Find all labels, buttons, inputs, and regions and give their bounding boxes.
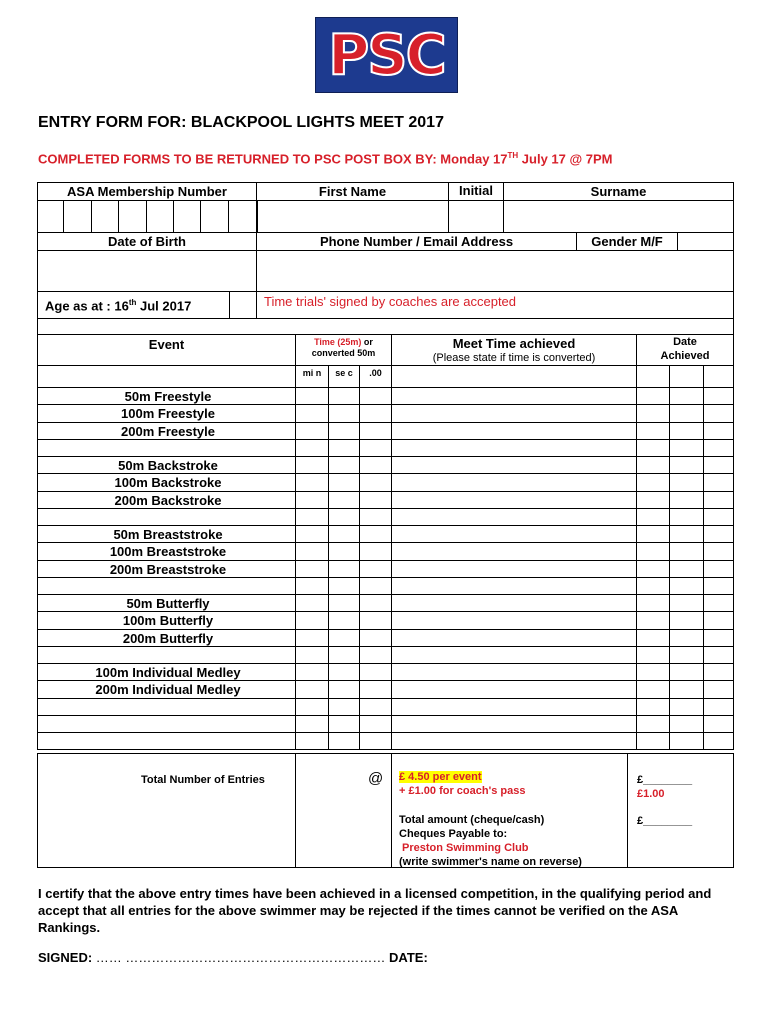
date-day-cell[interactable] (636, 577, 670, 595)
date-month-cell[interactable] (669, 422, 704, 440)
date-label: DATE: (385, 950, 428, 965)
totals-label-cell (37, 753, 296, 868)
hund-cell[interactable] (359, 456, 392, 474)
date-month-cell[interactable] (669, 491, 704, 509)
initial-label: Initial (459, 183, 493, 198)
date-year-cell[interactable] (703, 715, 734, 733)
min-cell[interactable] (295, 491, 329, 509)
hund-cell[interactable] (359, 663, 392, 681)
dob-label: Date of Birth (108, 234, 186, 249)
min-cell[interactable] (295, 439, 329, 457)
date-day-cell[interactable] (636, 646, 670, 664)
date-month-cell[interactable] (669, 594, 704, 612)
date-year-cell[interactable] (703, 646, 734, 664)
meet-time-note: (Please state if time is converted) (432, 352, 596, 364)
sec-cell[interactable] (328, 439, 360, 457)
date-month-cell[interactable] (669, 542, 704, 560)
min-cell[interactable] (295, 387, 329, 405)
date-year-cell[interactable] (703, 439, 734, 457)
logo-text: PSC (328, 23, 445, 88)
payment-block (399, 813, 582, 869)
surname-label-cell (503, 182, 734, 201)
deadline-suffix: July 17 @ 7PM (518, 151, 613, 167)
meet-time-cell[interactable] (391, 715, 637, 733)
meet-time-cell[interactable] (391, 542, 637, 560)
date-day-cell[interactable] (636, 491, 670, 509)
date-header: Date Achieved (660, 336, 710, 362)
hund-cell[interactable] (359, 560, 392, 578)
sec-cell[interactable] (328, 542, 360, 560)
time-header-red: Time (25m) (314, 337, 362, 347)
sec-cell[interactable] (328, 611, 360, 629)
date-year-cell[interactable] (703, 577, 734, 595)
event-row-label (37, 422, 296, 440)
sec-cell[interactable] (328, 473, 360, 491)
date-year-cell[interactable] (703, 732, 734, 750)
date-day-cell[interactable] (636, 508, 670, 526)
date-subheader-y (703, 365, 734, 388)
amount-blank-1: £________ (637, 774, 693, 786)
meet-time-cell[interactable] (391, 387, 637, 405)
min-cell[interactable] (295, 732, 329, 750)
min-cell[interactable] (295, 594, 329, 612)
date-month-cell[interactable] (669, 404, 704, 422)
date-day-cell[interactable] (636, 542, 670, 560)
date-month-cell[interactable] (669, 611, 704, 629)
event-name: 100m Freestyle (121, 406, 215, 422)
meet-time-cell[interactable] (391, 629, 637, 647)
hund-cell[interactable] (359, 646, 392, 664)
meet-time-cell[interactable] (391, 491, 637, 509)
asa-label: ASA Membership Number (67, 184, 227, 199)
date-day-cell[interactable] (636, 456, 670, 474)
event-name: 100m Backstroke (114, 475, 222, 491)
age-sup: th (128, 298, 137, 307)
date-year-cell[interactable] (703, 680, 734, 698)
event-row-label (37, 473, 296, 491)
event-name: 100m Individual Medley (95, 665, 241, 681)
date-month-cell[interactable] (669, 663, 704, 681)
asa-digit-box[interactable] (91, 200, 119, 233)
signature-dots: …… …………………………………………………… (92, 950, 386, 965)
event-row-label (37, 680, 296, 698)
date-month-cell[interactable] (669, 732, 704, 750)
date-day-cell[interactable] (636, 387, 670, 405)
date-year-cell[interactable] (703, 404, 734, 422)
event-name-cell (37, 508, 296, 526)
date-year-cell[interactable] (703, 663, 734, 681)
event-row-label (37, 491, 296, 509)
asa-digit-box[interactable] (118, 200, 147, 233)
date-day-cell[interactable] (636, 422, 670, 440)
sec-cell[interactable] (328, 525, 360, 543)
date-month-cell[interactable] (669, 473, 704, 491)
date-month-cell[interactable] (669, 715, 704, 733)
sec-cell[interactable] (328, 732, 360, 750)
date-month-cell[interactable] (669, 560, 704, 578)
hund-cell[interactable] (359, 611, 392, 629)
age-prefix: Age as at : 16 (45, 298, 129, 314)
date-day-cell[interactable] (636, 680, 670, 698)
date-day-cell[interactable] (636, 439, 670, 457)
asa-digit-box[interactable] (200, 200, 229, 233)
date-month-cell[interactable] (669, 387, 704, 405)
gender-label-cell (576, 232, 678, 251)
at-symbol: @ (368, 770, 384, 787)
event-row-label (37, 525, 296, 543)
min-cell[interactable] (295, 422, 329, 440)
surname-field[interactable] (503, 200, 734, 233)
price-per-event: £ 4.50 per event (399, 771, 482, 783)
event-row-label (37, 387, 296, 405)
hund-cell[interactable] (359, 577, 392, 595)
amount-block (637, 773, 692, 801)
event-name: 200m Breaststroke (109, 561, 227, 577)
event-name: 50m Butterfly (126, 596, 210, 612)
payee-name: Preston Swimming Club (402, 842, 529, 854)
initial-field[interactable] (448, 200, 504, 233)
hund-label-cell (359, 365, 392, 388)
contact-label-cell (256, 232, 577, 251)
meet-time-cell[interactable] (391, 577, 637, 595)
event-row-label (37, 594, 296, 612)
event-name-cell (37, 715, 296, 733)
deadline-sup: TH (507, 151, 519, 160)
meet-time-cell[interactable] (391, 698, 637, 716)
gender-label: Gender M/F (591, 234, 663, 249)
first-name-field[interactable] (256, 200, 449, 233)
sec-cell[interactable] (328, 680, 360, 698)
gender-spacer (677, 232, 734, 251)
sec-cell[interactable] (328, 404, 360, 422)
event-name: 100m Butterfly (122, 613, 214, 629)
psc-logo (315, 17, 458, 93)
date-day-cell[interactable] (636, 404, 670, 422)
first-name-label-cell (256, 182, 449, 201)
date-subheader-d (636, 365, 670, 388)
deadline-notice (38, 151, 613, 166)
date-year-cell[interactable] (703, 629, 734, 647)
min-cell[interactable] (295, 715, 329, 733)
meet-time-cell[interactable] (391, 646, 637, 664)
reverse-note: (write swimmer's name on reverse) (399, 856, 582, 868)
event-subheader-cell (37, 365, 296, 388)
date-month-cell[interactable] (669, 508, 704, 526)
meet-time-cell[interactable] (391, 404, 637, 422)
hund-cell[interactable] (359, 680, 392, 698)
event-name-cell (37, 732, 296, 750)
meet-time-header: Meet Time achieved (452, 336, 576, 351)
date-year-cell[interactable] (703, 387, 734, 405)
event-row-label (37, 611, 296, 629)
sec-cell[interactable] (328, 663, 360, 681)
coach-fee: £1.00 (637, 788, 665, 800)
first-name-label: First Name (318, 184, 387, 199)
time-header-cell (295, 334, 392, 366)
hund-cell[interactable] (359, 715, 392, 733)
date-month-cell[interactable] (669, 646, 704, 664)
meet-time-cell[interactable] (391, 611, 637, 629)
sec-cell[interactable] (328, 387, 360, 405)
date-month-cell[interactable] (669, 456, 704, 474)
hund-cell[interactable] (359, 525, 392, 543)
meet-time-cell[interactable] (391, 663, 637, 681)
min-cell[interactable] (295, 680, 329, 698)
totals-label: Total Number of Entries (141, 774, 265, 786)
coach-pass: + £1.00 for coach's pass (399, 785, 526, 797)
min-cell[interactable] (295, 646, 329, 664)
date-day-cell[interactable] (636, 560, 670, 578)
event-header: Event (148, 337, 185, 352)
date-day-cell[interactable] (636, 594, 670, 612)
date-month-cell[interactable] (669, 629, 704, 647)
age-field[interactable] (229, 291, 257, 319)
date-month-cell[interactable] (669, 439, 704, 457)
date-year-cell[interactable] (703, 594, 734, 612)
time-trials-note: Time trials' signed by coaches are accepted (264, 294, 517, 309)
asa-digit-box[interactable] (146, 200, 174, 233)
contact-label: Phone Number / Email Address (319, 234, 514, 249)
date-year-cell[interactable] (703, 456, 734, 474)
contact-field[interactable] (256, 250, 734, 292)
event-header-cell (37, 334, 296, 366)
total-amount-label: Total amount (cheque/cash) (399, 814, 545, 826)
date-day-cell[interactable] (636, 629, 670, 647)
event-row-label (37, 456, 296, 474)
deadline-prefix: COMPLETED FORMS TO BE RETURNED TO PSC POST BOX BY: Monday 17 (38, 151, 508, 167)
price-block (399, 770, 525, 798)
min-label-cell (295, 365, 329, 388)
date-year-cell[interactable] (703, 525, 734, 543)
date-month-cell[interactable] (669, 525, 704, 543)
meet-time-cell[interactable] (391, 732, 637, 750)
hund-cell[interactable] (359, 508, 392, 526)
event-name-cell (37, 698, 296, 716)
min-cell[interactable] (295, 456, 329, 474)
initial-label-cell (448, 182, 504, 201)
event-row-label (37, 629, 296, 647)
asa-digit-box[interactable] (173, 200, 201, 233)
event-name: 200m Butterfly (122, 630, 214, 646)
min-cell[interactable] (295, 698, 329, 716)
hund-cell[interactable] (359, 629, 392, 647)
event-name: 200m Freestyle (121, 423, 215, 439)
hund-cell[interactable] (359, 594, 392, 612)
age-suffix: Jul 2017 (136, 298, 192, 314)
event-name-cell (37, 577, 296, 595)
asa-label-cell (37, 182, 257, 201)
hund-cell[interactable] (359, 732, 392, 750)
time-header-rest: or converted 50m (311, 337, 376, 358)
dob-label-cell (37, 232, 257, 251)
cheques-payable-label: Cheques Payable to: (399, 828, 508, 840)
date-month-cell[interactable] (669, 577, 704, 595)
min-cell[interactable] (295, 404, 329, 422)
sec-cell[interactable] (328, 456, 360, 474)
date-month-cell[interactable] (669, 680, 704, 698)
event-name-cell (37, 439, 296, 457)
sec-cell[interactable] (328, 560, 360, 578)
signed-label: SIGNED: (38, 950, 93, 965)
min-cell[interactable] (295, 663, 329, 681)
meet-time-cell[interactable] (391, 422, 637, 440)
date-year-cell[interactable] (703, 473, 734, 491)
dob-field[interactable] (37, 250, 257, 292)
surname-label: Surname (590, 184, 647, 199)
meet-time-cell[interactable] (391, 508, 637, 526)
asa-digit-box[interactable] (228, 200, 258, 233)
sec-cell[interactable] (328, 698, 360, 716)
sec-cell[interactable] (328, 577, 360, 595)
date-day-cell[interactable] (636, 663, 670, 681)
sec-label-cell (328, 365, 360, 388)
hund-label: .00 (369, 368, 382, 378)
event-row-label (37, 542, 296, 560)
date-subheader-m (669, 365, 704, 388)
min-cell[interactable] (295, 611, 329, 629)
date-year-cell[interactable] (703, 491, 734, 509)
min-cell[interactable] (295, 577, 329, 595)
date-day-cell[interactable] (636, 698, 670, 716)
min-cell[interactable] (295, 525, 329, 543)
sec-label: se c (335, 368, 353, 378)
date-month-cell[interactable] (669, 698, 704, 716)
min-cell[interactable] (295, 560, 329, 578)
date-year-cell[interactable] (703, 698, 734, 716)
sec-cell[interactable] (328, 491, 360, 509)
hund-cell[interactable] (359, 404, 392, 422)
hund-cell[interactable] (359, 698, 392, 716)
hund-cell[interactable] (359, 422, 392, 440)
date-day-cell[interactable] (636, 473, 670, 491)
min-cell[interactable] (295, 508, 329, 526)
event-row-label (37, 663, 296, 681)
asa-digit-box[interactable] (63, 200, 92, 233)
event-name: 50m Backstroke (118, 458, 218, 474)
meet-subheader-cell (391, 365, 637, 388)
meet-time-cell[interactable] (391, 439, 637, 457)
event-name: 200m Backstroke (114, 492, 222, 508)
sec-cell[interactable] (328, 508, 360, 526)
hund-cell[interactable] (359, 542, 392, 560)
certification-text: I certify that the above entry times have been achieved in a licensed competition, in the qualifying period and accept that all entries for the above swimmer may be rejected if the times cannot be verified on the ASA Rankings. (38, 886, 712, 935)
event-name: 50m Freestyle (124, 389, 212, 404)
date-year-cell[interactable] (703, 542, 734, 560)
hund-cell[interactable] (359, 439, 392, 457)
signature-line (38, 950, 428, 965)
event-name: 50m Breaststroke (113, 527, 223, 543)
min-cell[interactable] (295, 473, 329, 491)
meet-time-cell[interactable] (391, 680, 637, 698)
sec-cell[interactable] (328, 629, 360, 647)
age-label-cell (37, 291, 230, 319)
meet-time-cell[interactable] (391, 473, 637, 491)
event-row-label (37, 560, 296, 578)
hund-cell[interactable] (359, 491, 392, 509)
amount-blank-2: £________ (637, 815, 693, 827)
date-day-cell[interactable] (636, 715, 670, 733)
date-day-cell[interactable] (636, 732, 670, 750)
date-day-cell[interactable] (636, 611, 670, 629)
event-name-cell (37, 646, 296, 664)
date-year-cell[interactable] (703, 508, 734, 526)
form-title: ENTRY FORM FOR: BLACKPOOL LIGHTS MEET 2017 (38, 114, 444, 131)
hund-cell[interactable] (359, 387, 392, 405)
date-header-cell (636, 334, 734, 366)
sec-cell[interactable] (328, 646, 360, 664)
date-day-cell[interactable] (636, 525, 670, 543)
meet-time-cell[interactable] (391, 560, 637, 578)
sec-cell[interactable] (328, 715, 360, 733)
event-name: 100m Breaststroke (109, 544, 227, 560)
spacer-row (37, 318, 734, 335)
min-cell[interactable] (295, 629, 329, 647)
event-name: 200m Individual Medley (95, 682, 241, 698)
meet-time-header-cell (391, 334, 637, 366)
sec-cell[interactable] (328, 422, 360, 440)
min-cell[interactable] (295, 542, 329, 560)
event-row-label (37, 404, 296, 422)
date-year-cell[interactable] (703, 560, 734, 578)
meet-time-cell[interactable] (391, 525, 637, 543)
meet-time-cell[interactable] (391, 594, 637, 612)
meet-time-cell[interactable] (391, 456, 637, 474)
date-year-cell[interactable] (703, 422, 734, 440)
min-label: mi n (302, 368, 322, 378)
sec-cell[interactable] (328, 594, 360, 612)
hund-cell[interactable] (359, 473, 392, 491)
asa-digit-box[interactable] (37, 200, 64, 233)
amount-cell[interactable] (627, 753, 734, 868)
date-year-cell[interactable] (703, 611, 734, 629)
